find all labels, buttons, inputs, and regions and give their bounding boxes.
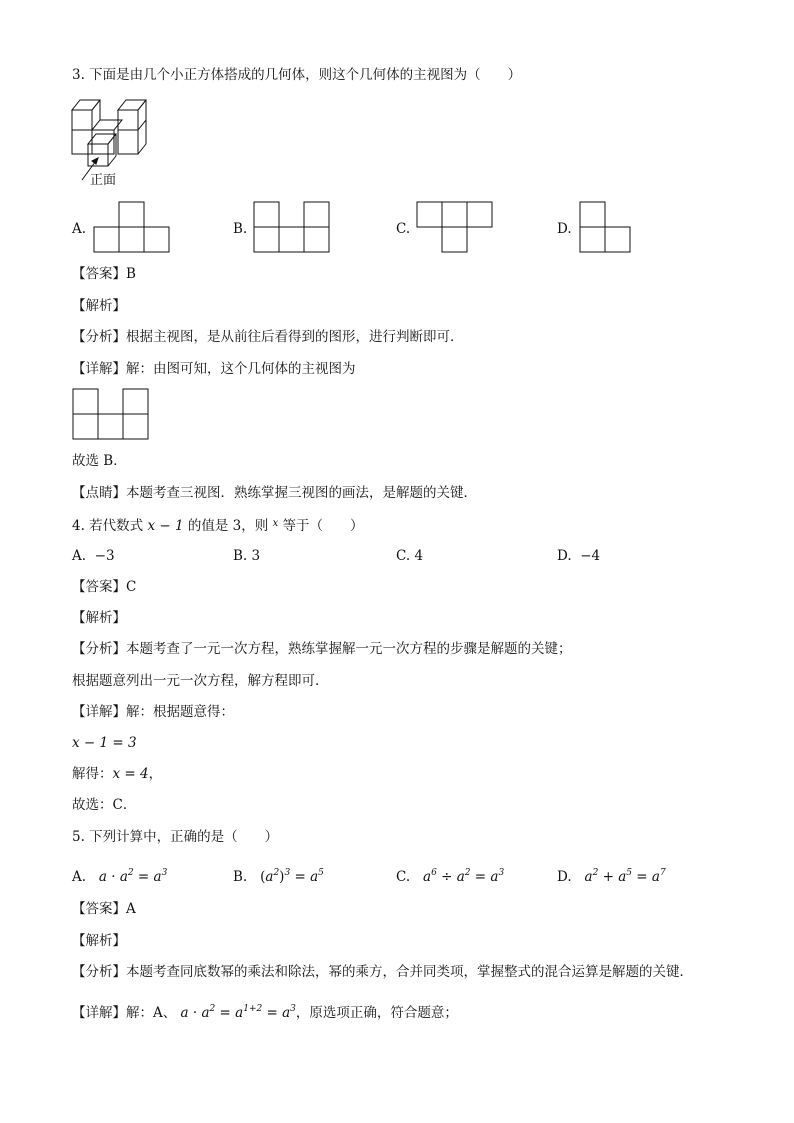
q3-dianjing: 【点睛】本题考查三视图．熟练掌握三视图的画法，是解题的关键． [72, 485, 477, 501]
exp: 2 [273, 868, 280, 878]
q4-stem-var: x [272, 518, 279, 529]
q4-option-b-label: B. [233, 548, 248, 564]
exp: 1+2 [243, 1004, 263, 1014]
exp: 2 [464, 868, 471, 878]
q5-xiangjie-label: 【详解】解：A、 [72, 1005, 177, 1021]
q4-jiexi: 【解析】 [72, 610, 126, 626]
q4-option-b-value: 3 [251, 548, 261, 564]
exp: 5 [626, 868, 632, 878]
q4-jiede-label: 解得： [72, 766, 113, 782]
q3-option-d-figure [579, 201, 639, 255]
q5-xiangjie-tail: ，原选项正确，符合题意； [295, 1005, 458, 1021]
q4-option-d [557, 547, 600, 565]
q4-jiede-comma: ， [148, 766, 163, 782]
q4-stem-a: 4. 若代数式 [72, 518, 144, 534]
exp: 3 [498, 868, 505, 878]
exp: 3 [290, 1004, 296, 1014]
q4-option-a-value: −3 [94, 548, 115, 564]
q4-option-d-label: D. [557, 548, 572, 564]
q4-stem-c: 等于（ ） [282, 518, 364, 534]
exp: 3 [284, 868, 291, 878]
q5-option-c [396, 864, 504, 886]
q3-fenxi: 【分析】根据主视图，是从前往后看得到的图形，进行判断即可． [72, 329, 464, 345]
q5-xiangjie [72, 1000, 458, 1022]
q5-option-c-label: C. [396, 869, 411, 885]
q3-option-b-figure [253, 201, 333, 255]
exp: 2 [209, 1004, 216, 1014]
front-label: 正面 [90, 173, 117, 188]
exp: 3 [161, 868, 168, 878]
q4-option-c [396, 547, 423, 565]
q5-option-a-expr: $a \cdot a^2 = a^3$ [98, 868, 168, 885]
q4-option-c-label: C. [396, 548, 411, 564]
q4-jiede [72, 765, 162, 783]
q3-option-b-label: B. [233, 221, 248, 237]
q4-fenxi-2: 根据题意列出一元一次方程，解方程即可． [72, 673, 329, 689]
q3-answer: 【答案】B [72, 266, 136, 282]
q5-answer: 【答案】A [72, 901, 136, 917]
q3-option-a-label: A. [72, 221, 87, 237]
q4-xiangjie: 【详解】解：根据题意得： [72, 704, 234, 720]
q3-guxuan: 故选 B． [72, 453, 127, 469]
q3-option-a-figure [93, 201, 173, 255]
q4-option-c-value: 4 [414, 548, 424, 564]
q5-option-a-label: A. [72, 869, 87, 885]
q3-xiangjie: 【详解】解：由图可知，这个几何体的主视图为 [72, 361, 356, 377]
q3-jiexi: 【解析】 [72, 298, 126, 314]
q3-option-d-label: D. [557, 221, 572, 237]
q5-option-d [557, 864, 666, 886]
q4-guxuan: 故选：C． [72, 797, 137, 813]
q4-option-a-label: A. [72, 548, 87, 564]
q4-answer: 【答案】C [72, 579, 137, 595]
exp: 7 [659, 868, 666, 878]
q5-option-b [233, 864, 324, 886]
q3-option-c-figure [416, 201, 496, 255]
q3-stem: 3. 下面是由几个小正方体搭成的几何体，则这个几何体的主视图为（ ） [72, 67, 522, 83]
q5-option-d-expr: $a^2 + a^5 = a^7$ [584, 868, 666, 885]
q4-jiede-value: x = 4 [112, 766, 149, 782]
q3-answer-figure [72, 388, 152, 442]
q4-fenxi-1: 【分析】本题考查了一元一次方程，熟练掌握解一元一次方程的步骤是解题的关键； [72, 641, 572, 657]
exp: 6 [431, 868, 437, 878]
q4-option-d-value: −4 [580, 548, 601, 564]
q4-option-a [72, 547, 115, 565]
exp: 2 [127, 868, 134, 878]
exp: 5 [318, 868, 324, 878]
q5-option-b-label: B. [233, 869, 248, 885]
q5-option-c-expr: $a^6 \div a^2 = a^3$ [423, 868, 505, 885]
q4-eq1: x − 1 = 3 [72, 735, 137, 751]
q5-stem: 5. 下列计算中，正确的是（ ） [72, 829, 279, 845]
q5-fenxi: 【分析】本题考查同底数幂的乘法和除法，幂的乘方，合并同类项，掌握整式的混合运算是解题的关键． [72, 964, 693, 980]
q5-jiexi: 【解析】 [72, 933, 126, 949]
q3-option-c-label: C. [396, 221, 411, 237]
q5-xiangjie-expr: $a \cdot a^2 = a^{1+2} = a^3$ [180, 1004, 296, 1021]
q4-stem [72, 515, 364, 535]
q5-option-a [72, 864, 167, 886]
q4-stem-expr: x − 1 [147, 518, 184, 534]
q5-option-d-label: D. [557, 869, 572, 885]
q4-option-b [233, 547, 260, 565]
q5-option-b-expr: $(a^2)^3 = a^5$ [260, 868, 324, 885]
exp: 2 [592, 868, 599, 878]
q4-stem-b: 的值是 3，则 [187, 518, 269, 534]
